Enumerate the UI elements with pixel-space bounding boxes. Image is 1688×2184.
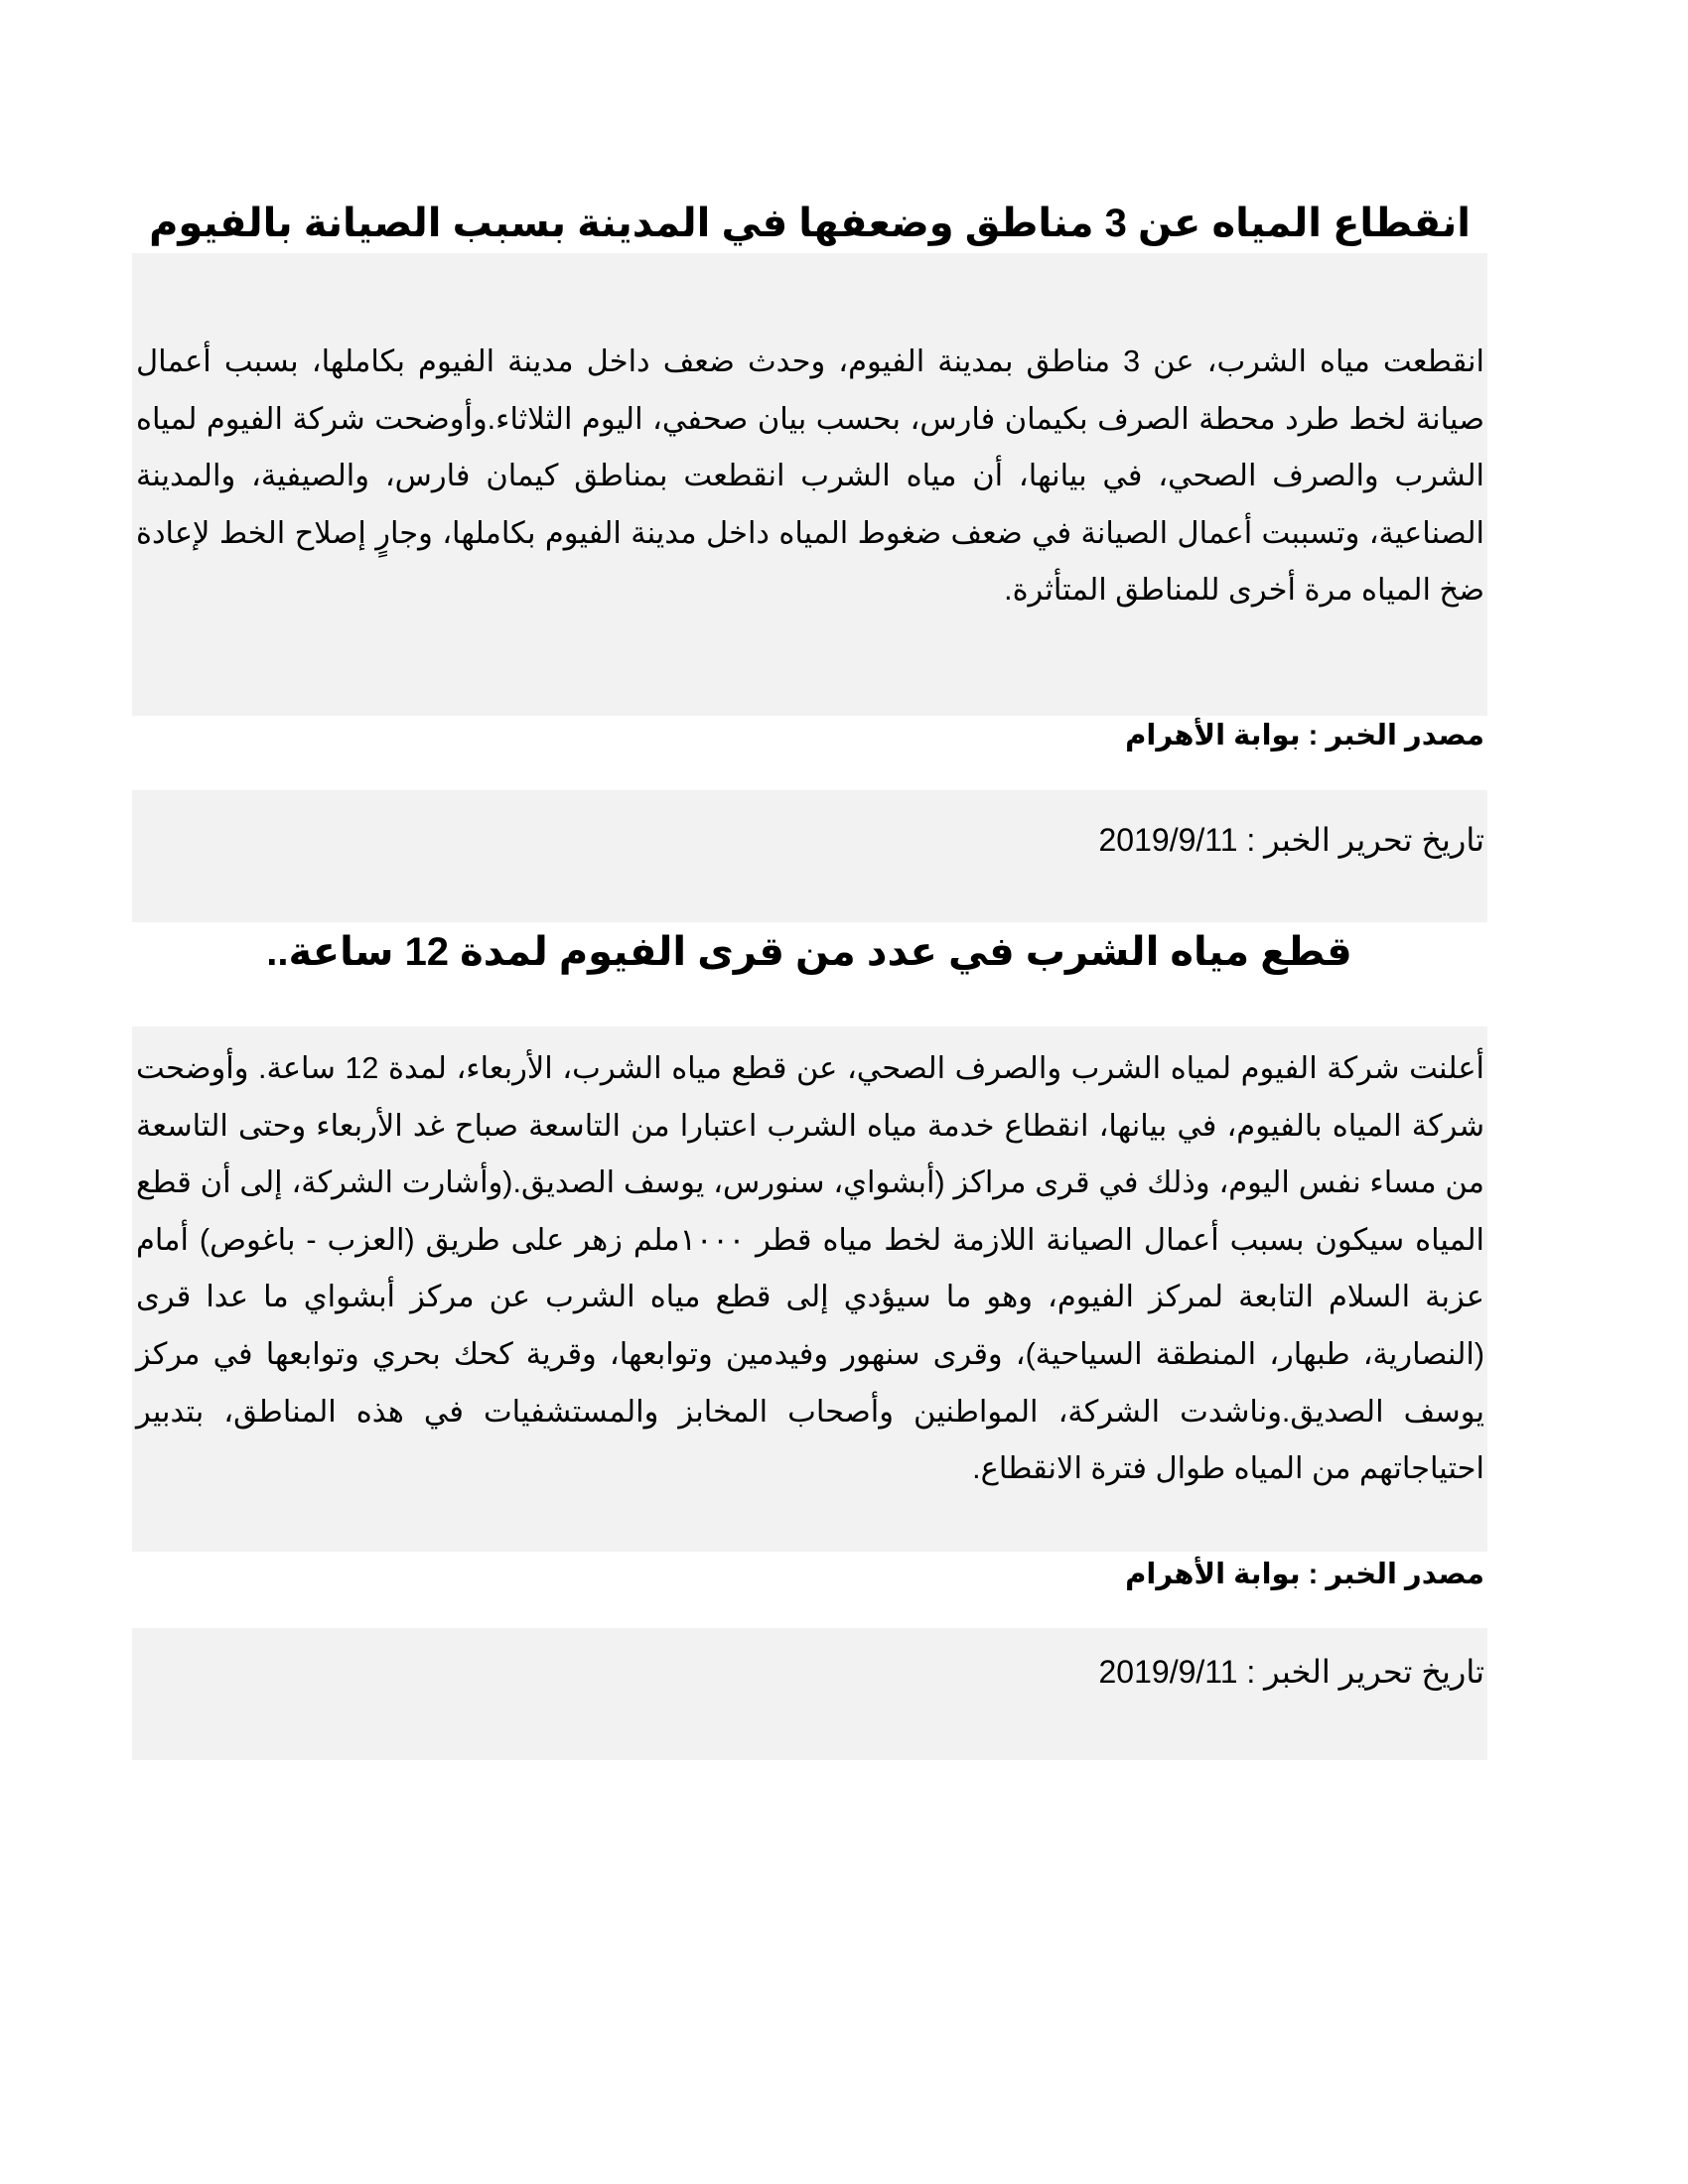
- article-1-source: مصدر الخبر : بوابة الأهرام: [1125, 720, 1484, 751]
- article-2-date-shade: [132, 1628, 1487, 1760]
- article-2-headline: قطع مياه الشرب في عدد من قرى الفيوم لمدة 12 ساعة..: [266, 930, 1352, 974]
- article-1-body: انقطعت مياه الشرب، عن 3 مناطق بمدينة الفيوم، وحدث ضعف داخل مدينة الفيوم بكاملها، بسبب أعمال صيانة لخط طرد محطة الصرف بكيمان فارس، بحسب بيان صحفي، اليوم الثلاثاء.وأوضحت شركة الفيوم لمياه الشرب والصرف الصحي، في بيانها، أن مياه الشرب انقطعت بمناطق كيمان فارس، والصيفية، والمدينة الصناعية، وتسببت أعمال الصيانة في ضعف ضغوط المياه داخل مدينة الفيوم بكاملها، وجارٍ إصلاح الخط لإعادة ضخ المياه مرة أخرى للمناطق المتأثرة.: [136, 344, 1485, 608]
- article-2-body: أعلنت شركة الفيوم لمياه الشرب والصرف الصحي، عن قطع مياه الشرب، الأربعاء، لمدة 12 ساعة. وأوضحت شركة المياه بالفيوم، في بيانها، انقطاع خدمة مياه الشرب اعتبارا من التاسعة صباح غد الأربعاء وحتى التاسعة من مساء نفس اليوم، وذلك في قرى مراكز (أبشواي، سنورس، يوسف الصديق.(وأشارت الشركة، إلى أن قطع المياه سيكون بسبب أعمال الصيانة اللازمة لخط مياه قطر ١٠٠٠ملم زهر على طريق (العزب - باغوص) أمام عزبة السلام التابعة لمركز الفيوم، وهو ما سيؤدي إلى قطع مياه الشرب عن مركز أبشواي ما عدا قرى (النصارية، طبهار، المنطقة السياحية)، وقرى سنهور وفيدمين وتوابعها، وقرية كحك بحري وتوابعها في مركز يوسف الصديق.وناشدت الشركة، المواطنين وأصحاب المخابز والمستشفيات في هذه المناطق، بتدبير احتياجاتهم من المياه طوال فترة الانقطاع.: [136, 1051, 1484, 1486]
- article-1-date: تاريخ تحرير الخبر : 2019/9/11: [1098, 822, 1484, 858]
- article-1-headline: انقطاع المياه عن 3 مناطق وضعفها في المدينة بسبب الصيانة بالفيوم: [149, 202, 1471, 245]
- article-2-source: مصدر الخبر : بوابة الأهرام: [1125, 1559, 1484, 1590]
- article-2-date: تاريخ تحرير الخبر : 2019/9/11: [1098, 1654, 1484, 1690]
